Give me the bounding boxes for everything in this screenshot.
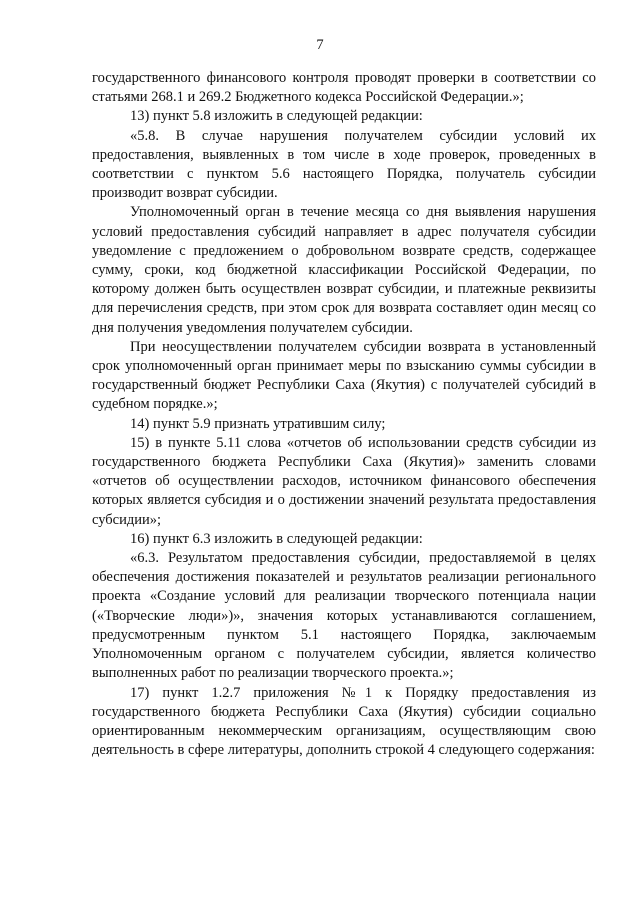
paragraph-recovery: При неосуществлении получателем субсидии возврата в установленный срок уполномоченный орган принимает меры по взысканию суммы субсидии в государственный бюджет Республики Саха (Якутия) с получателей субсидий в судебном порядке.»; xyxy=(92,338,596,413)
paragraph-continuation: государственного финансового контроля проводят проверки в соответствии со статьями 268.1 и 269.2 Бюджетного кодекса Российской Федерации.»; xyxy=(92,70,596,106)
paragraph-item-14: 14) пункт 5.9 признать утратившим силу; xyxy=(130,415,386,432)
paragraph-notification: Уполномоченный орган в течение месяца со дня выявления нарушения условий предоставления субсидий направляет в адрес получателя субсидии уведомление с предложением о добровольном возврате средств, содержащее сумму, сроки, код бюджетной классификации Российской Федерации, по которому должен быть осуществлен возврат субсидии, и платежные реквизиты для перечисления средств, при этом срок для возврата составляет один месяц со дня получения уведомления получателем субсидии. xyxy=(92,204,596,336)
paragraph-clause-6-3: «6.3. Результатом предоставления субсидии, предоставляемой в целях обеспечения достижения показателей и результатов реализации регионального проекта «Создание условий для реализации творческого потенциала нации («Творческие люди»)», значения которых устанавливаются соглашением, предусмотренным пунктом 5.1 настоящего Порядка, заключаемым Уполномоченным органом с получателем субсидии, является количество выполненных работ по реализации творческого проекта.»; xyxy=(92,550,596,682)
paragraph-item-17: 17) пункт 1.2.7 приложения №1 к Порядку предоставления из государственного бюджета Республики Саха (Якутия) субсидии социально ориентированным некоммерческим организациям, осуществляющим свою деятельность в сфере литературы, дополнить строкой 4 следующего содержания: xyxy=(92,684,596,759)
paragraph-item-16: 16) пункт 6.3 изложить в следующей редакции: xyxy=(130,530,423,547)
paragraph-item-15: 15) в пункте 5.11 слова «отчетов об использовании средств субсидии из государственного бюджета Республики Саха (Якутия)» заменить словами «отчетов об осуществлении расходов, источником финансового обеспечения которых является субсидия и о достижении значений результата предоставления субсидии»; xyxy=(92,434,596,528)
page-number: 7 xyxy=(316,37,324,53)
paragraph-clause-5-8: «5.8. В случае нарушения получателем субсидии условий их предоставления, выявленных в том числе в ходе проверок, проведенных в соответствии с пунктом 5.6 настоящего Порядка, получатель субсидии производит возврат субсидии. xyxy=(92,127,596,202)
paragraph-item-13: 13) пункт 5.8 изложить в следующей редакции: xyxy=(130,108,423,125)
document-body xyxy=(92,69,596,760)
